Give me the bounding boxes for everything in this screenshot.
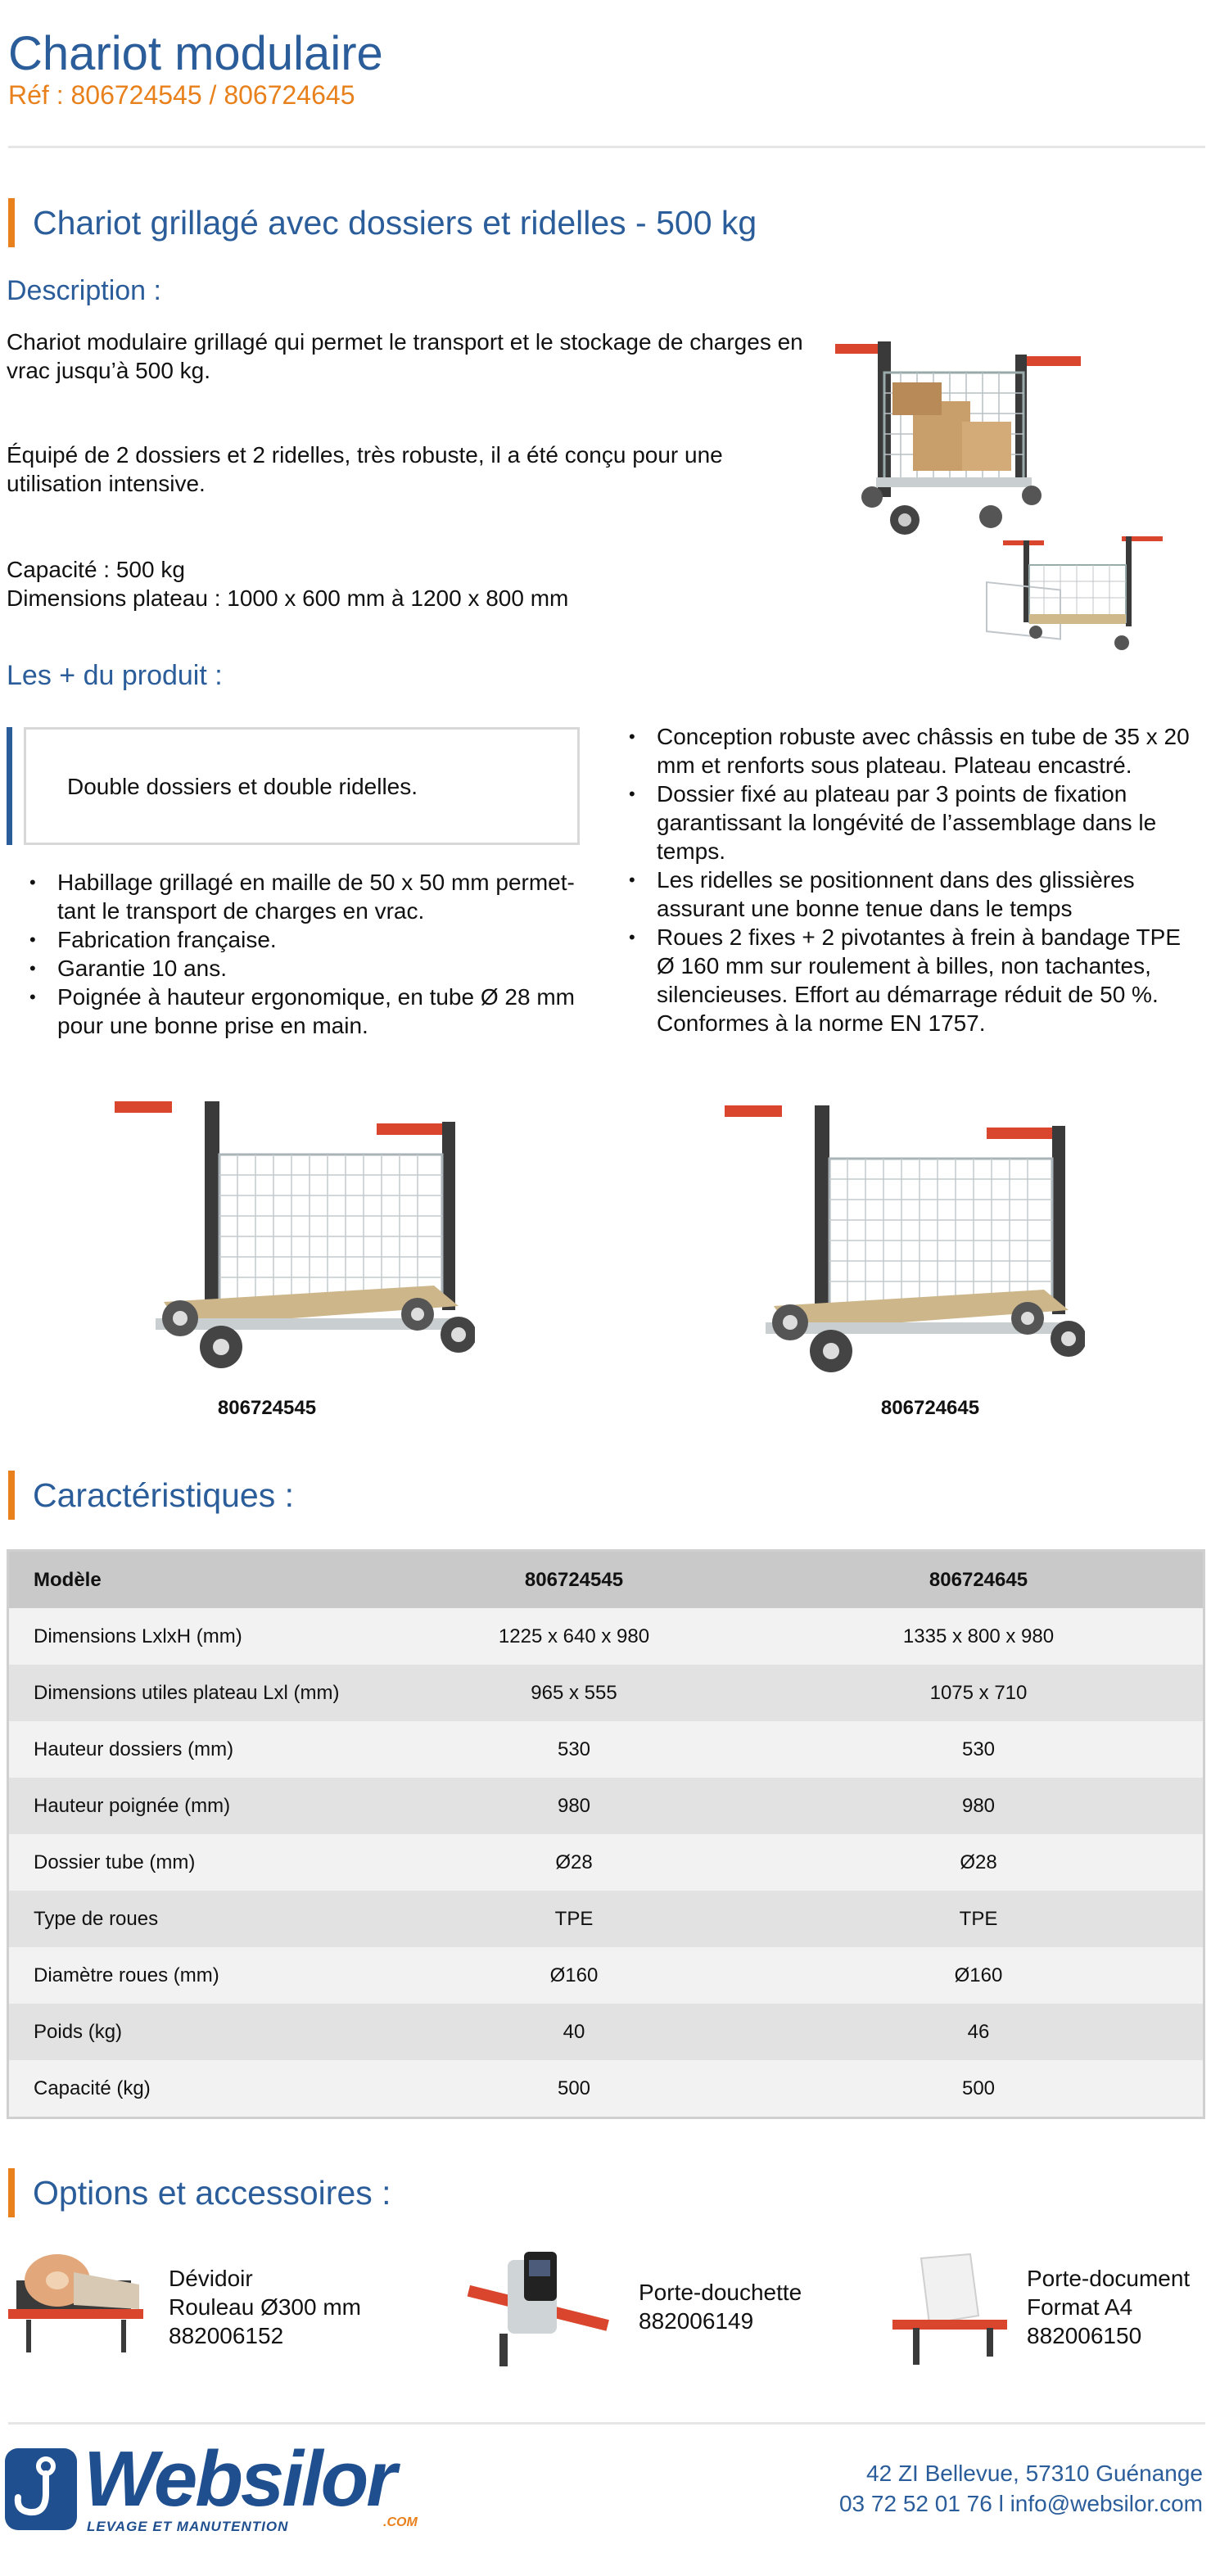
- option-3-text: [1027, 2264, 1190, 2350]
- option-1-name: Dévidoir: [169, 2266, 253, 2291]
- option-image-porte-douchette: [450, 2244, 614, 2375]
- table-row: [9, 1834, 1203, 1891]
- hook-icon: [5, 2448, 77, 2530]
- option-image-devidoir: [8, 2248, 147, 2370]
- list-item: • Conception robuste avec châssis en tube de 35 x 20 mm et renforts sous plateau. Plateau encastré.: [624, 722, 1201, 780]
- table-row: [9, 2004, 1203, 2060]
- gallery-caption-1: 806724545: [217, 1397, 317, 1419]
- table-header-cell: 806724645: [754, 1552, 1203, 1608]
- option-2-name: Porte-douchette: [639, 2280, 802, 2305]
- table-cell: 530: [394, 1721, 754, 1778]
- highlight-accent: [7, 727, 12, 845]
- page-title: Chariot modulaire: [8, 27, 383, 80]
- trolley-image-806724645: [716, 1101, 1085, 1380]
- options-heading-text: Options et accessoires :: [33, 2173, 391, 2212]
- product-heading: [8, 198, 757, 247]
- table-cell: 1225 x 640 x 980: [394, 1608, 754, 1665]
- table-cell: Hauteur poignée (mm): [9, 1778, 394, 1834]
- footer-divider: [8, 2422, 1205, 2425]
- option-1-ref: 882006152: [169, 2323, 284, 2348]
- product-ref: Réf : 806724545 / 806724645: [8, 80, 355, 110]
- table-cell: 46: [754, 2004, 1203, 2060]
- table-cell: Ø160: [394, 1947, 754, 2004]
- table-header-row: [9, 1552, 1203, 1608]
- table-cell: TPE: [394, 1891, 754, 1947]
- specs-heading-text: Caractéristiques :: [33, 1476, 295, 1514]
- option-1-text: [169, 2264, 361, 2350]
- table-cell: 1335 x 800 x 980: [754, 1608, 1203, 1665]
- description-label: Description :: [7, 275, 161, 306]
- option-3-name: Porte-document: [1027, 2266, 1191, 2291]
- list-item: • Habillage grillagé en maille de 50 x 50 mm permet-tant le transport de charges en vrac.: [25, 868, 598, 925]
- advantages-list-right: [624, 722, 1201, 1037]
- table-row: [9, 1778, 1203, 1834]
- table-cell: Type de roues: [9, 1891, 394, 1947]
- specs-heading: [8, 1471, 294, 1520]
- brand-name: Websilor: [84, 2435, 395, 2523]
- table-cell: TPE: [754, 1891, 1203, 1947]
- list-item: • Fabrication française.: [25, 925, 598, 954]
- table-cell: 965 x 555: [394, 1665, 754, 1721]
- table-header-cell: Modèle: [9, 1552, 394, 1608]
- table-row: [9, 1721, 1203, 1778]
- table-cell: 980: [754, 1778, 1203, 1834]
- table-cell: Hauteur dossiers (mm): [9, 1721, 394, 1778]
- brand-domain: .COM: [383, 2515, 418, 2529]
- table-cell: Dimensions LxlxH (mm): [9, 1608, 394, 1665]
- table-cell: 530: [754, 1721, 1203, 1778]
- table-cell: Ø28: [394, 1834, 754, 1891]
- table-row: [9, 1608, 1203, 1665]
- table-cell: 500: [754, 2060, 1203, 2117]
- table-cell: Ø28: [754, 1834, 1203, 1891]
- list-item: • Roues 2 fixes + 2 pivotantes à frein à bandage TPE Ø 160 mm sur roulement à billes, non tachantes, silencieuses. Effort au démarrage réduit de 50 %. Conformes à la norme EN 1757.: [624, 923, 1201, 1037]
- option-3-ref: 882006150: [1027, 2323, 1142, 2348]
- table-cell: 980: [394, 1778, 754, 1834]
- highlight-block: [7, 727, 580, 845]
- table-cell: Poids (kg): [9, 2004, 394, 2060]
- footer-contact[interactable]: 03 72 52 01 76 l info@websilor.com: [838, 2491, 1203, 2516]
- advantages-label: Les + du produit :: [7, 660, 223, 691]
- websilor-logo[interactable]: [5, 2435, 447, 2535]
- table-row: [9, 1947, 1203, 2004]
- option-1-detail: Rouleau Ø300 mm: [169, 2294, 362, 2320]
- description-capacity: Capacité : 500 kg: [7, 557, 185, 582]
- option-image-porte-document: [888, 2250, 1011, 2373]
- gallery-caption-2: 806724645: [880, 1397, 980, 1419]
- table-cell: Diamètre roues (mm): [9, 1947, 394, 2004]
- accent-bar: [8, 1471, 15, 1520]
- option-2-text: [639, 2278, 802, 2335]
- trolley-image-main: [819, 323, 1097, 545]
- specs-table: [7, 1549, 1205, 2119]
- description-dimensions: Dimensions plateau : 1000 x 600 mm à 1200 x 800 mm: [7, 585, 569, 611]
- footer-address: 42 ZI Bellevue, 57310 Guénange: [866, 2461, 1203, 2486]
- list-item: • Poignée à hauteur ergonomique, en tube Ø 28 mm pour une bonne prise en main.: [25, 983, 598, 1040]
- description-p2: Équipé de 2 dossiers et 2 ridelles, très robuste, il a été conçu pour une utilisation intensive.: [7, 442, 723, 496]
- table-cell: Capacité (kg): [9, 2060, 394, 2117]
- brand-tagline: LEVAGE ET MANUTENTION: [87, 2519, 289, 2534]
- highlight-box: [24, 727, 580, 845]
- divider: [8, 146, 1205, 148]
- options-heading: [8, 2168, 391, 2217]
- table-header-cell: 806724545: [394, 1552, 754, 1608]
- table-row: [9, 2060, 1203, 2117]
- table-cell: 500: [394, 2060, 754, 2117]
- accent-bar: [8, 2168, 15, 2217]
- table-cell: Dossier tube (mm): [9, 1834, 394, 1891]
- table-cell: 1075 x 710: [754, 1665, 1203, 1721]
- highlight-text: Double dossiers et double ridelles.: [67, 773, 418, 799]
- advantages-list-left: [25, 868, 598, 1040]
- table-row: [9, 1665, 1203, 1721]
- trolley-image-secondary: [978, 532, 1183, 655]
- accent-bar: [8, 198, 15, 247]
- table-cell: Ø160: [754, 1947, 1203, 2004]
- list-item: • Garantie 10 ans.: [25, 954, 598, 983]
- table-row: [9, 1891, 1203, 1947]
- table-cell: Dimensions utiles plateau Lxl (mm): [9, 1665, 394, 1721]
- option-2-ref: 882006149: [639, 2308, 754, 2334]
- trolley-image-806724545: [106, 1097, 475, 1376]
- table-cell: 40: [394, 2004, 754, 2060]
- list-item: • Dossier fixé au plateau par 3 points de fixation garantissant la longévité de l’assemblage dans le temps.: [624, 780, 1201, 865]
- option-3-detail: Format A4: [1027, 2294, 1133, 2320]
- list-item: • Les ridelles se positionnent dans des glissières assurant une bonne tenue dans le temps: [624, 865, 1201, 923]
- description-p1: Chariot modulaire grillagé qui permet le transport et le stockage de charges en vrac jusqu’à 500 kg.: [7, 329, 803, 383]
- product-heading-text: Chariot grillagé avec dossiers et ridelles - 500 kg: [33, 203, 757, 242]
